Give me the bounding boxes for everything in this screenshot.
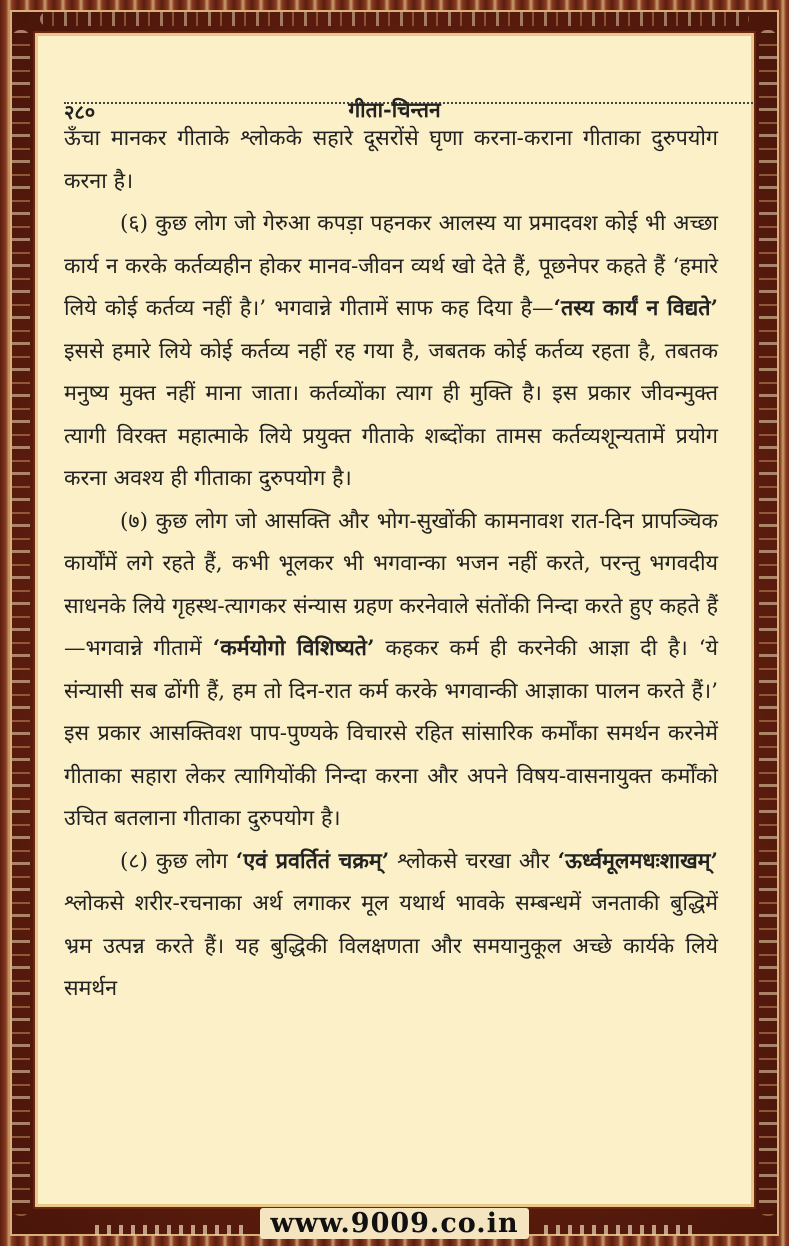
- paragraph-text: कहकर कर्म ही करनेकी आज्ञा दी है। ‘ये संन्यासी सब ढोंगी हैं, हम तो दिन-रात कर्म करके भगवान्की आज्ञाका पालन करते हैं।’ इस प्रकार आसक्तिवश पाप-पुण्यके विचारसे रहित सांसारिक कर्मोंका समर्थन करनेमें गीताका सहारा लेकर त्यागियोंकी निन्दा करना और अपने विषय-वासनायुक्त कर्मोंको उचित बतलाना गीताका दुरुपयोग है।: [64, 636, 718, 831]
- footer-ornament: [544, 1225, 694, 1235]
- paragraph: [64, 501, 718, 841]
- page-footer: [0, 1210, 789, 1240]
- paragraph-text: श्लोकसे शरीर-रचनाका अर्थ लगाकर मूल यथार्थ भावके सम्बन्धमें जनताकी बुद्धिमें भ्रम उत्पन्न करते हैं। यह बुद्धिकी विलक्षणता और समयानुकूल अच्छे कार्यके लिये समर्थन: [64, 891, 718, 1001]
- verse-quote: ‘एवं प्रवर्तितं चक्रम्’: [235, 848, 390, 874]
- verse-quote: ‘कर्मयोगो विशिष्यते’: [212, 636, 375, 661]
- verse-quote: ‘तस्य कार्यं न विद्यते’: [553, 296, 718, 321]
- paragraph: [64, 118, 718, 203]
- website-link[interactable]: www.9009.co.in: [260, 1208, 528, 1239]
- page-title: गीता-चिन्तन: [348, 97, 441, 122]
- paragraph-text: श्लोकसे चरखा और: [389, 848, 558, 874]
- paragraph-text: (७) कुछ लोग जो आसक्ति और भोग-सुखोंकी कामनावश रात-दिन प्रापञ्चिक कार्योंमें लगे रहते हैं, कभी भूलकर भी भगवान्का भजन नहीं करते, परन्तु भगवदीय साधनके लिये गृहस्थ-त्यागकर संन्यास ग्रहण करनेवाले संतोंकी निन्दा करते हुए कहते हैं—भगवान्ने गीतामें: [64, 508, 718, 661]
- paragraph-text: इससे हमारे लिये कोई कर्तव्य नहीं रह गया है, जबतक कोई कर्तव्य रहता है, तबतक मनुष्य मुक्त नहीं माना जाता। कर्तव्योंका त्याग ही मुक्ति है। इस प्रकार जीवन्मुक्त त्यागी विरक्त महात्माके लिये प्रयुक्त गीताके शब्दोंका तामस कर्तव्यशून्यतामें प्रयोग करना अवश्य ही गीताका दुरुपयोग है।: [64, 338, 718, 491]
- paragraph: [64, 203, 718, 501]
- page-body: [64, 118, 718, 1011]
- left-ornament: [12, 30, 30, 1216]
- footer-ornament: [95, 1225, 245, 1235]
- paragraph-text: ऊँचा मानकर गीताके श्लोकके सहारे दूसरोंसे घृणा करना-कराना गीताका दुरुपयोग करना है।: [64, 126, 718, 194]
- right-ornament: [759, 30, 777, 1216]
- paragraph-text: (६) कुछ लोग जो गेरुआ कपड़ा पहनकर आलस्य या प्रमादवश कोई भी अच्छा कार्य न करके कर्तव्यहीन होकर मानव-जीवन व्यर्थ खो देते हैं, पूछनेपर कहते हैं ‘हमारे लिये कोई कर्तव्य नहीं है।’ भगवान्ने गीतामें साफ कह दिया है—: [64, 211, 718, 321]
- verse-quote: ‘ऊर्ध्वमूलमधःशाखम्’: [557, 848, 719, 874]
- page-number: २८०: [64, 100, 96, 124]
- header-divider: [64, 102, 753, 104]
- paragraph: [64, 841, 718, 1011]
- top-ornament: [40, 12, 749, 26]
- paragraph-text: (८) कुछ लोग: [120, 848, 236, 874]
